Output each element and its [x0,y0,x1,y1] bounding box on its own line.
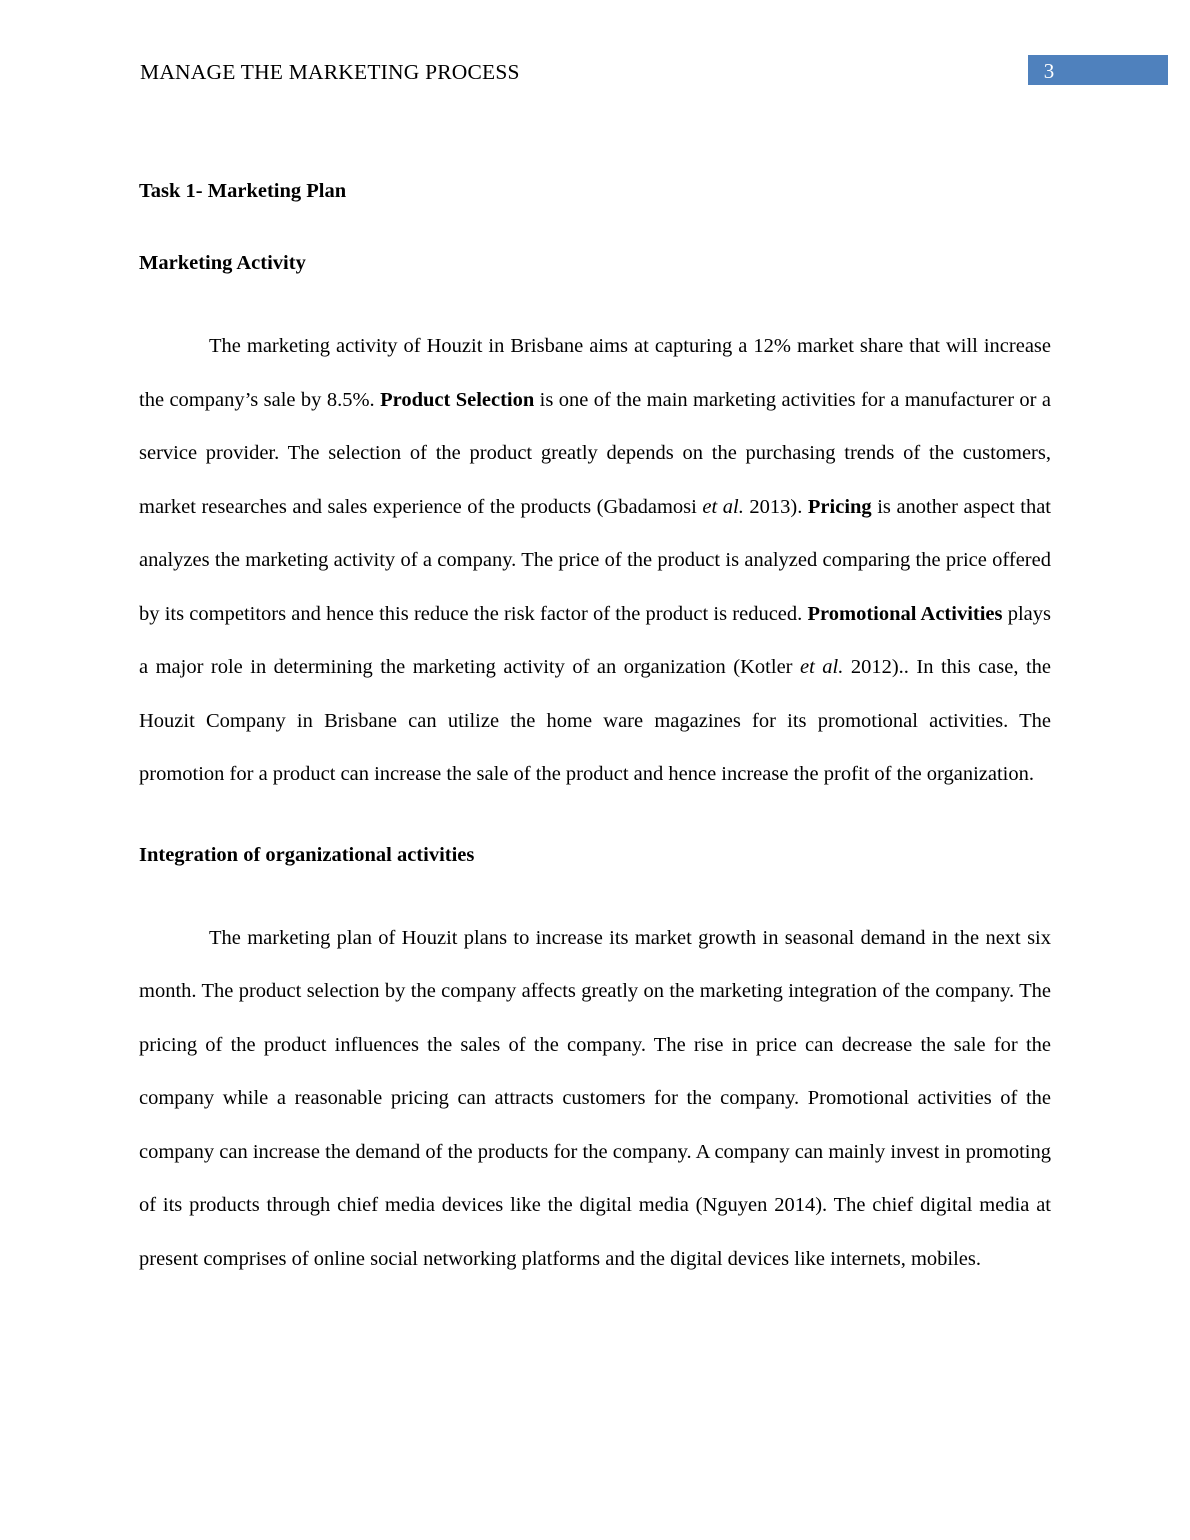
spacer [139,204,1051,250]
paragraph-integration [139,912,1051,1287]
text-run: 2013). [743,495,808,518]
page-header [0,58,1190,98]
emphasis-bold: Pricing [807,495,872,518]
running-head: MANAGE THE MARKETING PROCESS [140,60,520,84]
emphasis-bold: Product Selection [380,388,535,411]
spacer [139,868,1051,912]
emphasis-italic: et al. [799,656,844,678]
text-run: The marketing activity of Houzit in Brisbane aims at capturing a 12% market share that will increase the company’s sale by 8.5%. [139,335,1051,411]
text-run: The marketing plan of Houzit plans to increase its market growth in seasonal demand in the next six month. The product selection by the company affects greatly on the marketing integration of the company. The pricing of the product influences the sales of the company. The rise in price can decrease the sale for the company while a reasonable pricing can attracts customers for the company. Promotional activities of the company can increase the demand of the products for the company. A company can mainly invest in promoting of its products through chief media devices like the digital media (Nguyen 2014). The chief digital media at present comprises of online social networking platforms and the digital devices like internets, mobiles. [139,926,1051,1270]
spacer [139,276,1051,320]
emphasis-bold: Promotional Activities [807,602,1003,625]
emphasis-italic: et al. [702,495,744,518]
task-heading: Task 1- Marketing Plan [139,180,347,202]
text-run: plays a major role in determining the marketing activity of an organization (Kotler [139,602,1051,678]
section-heading-marketing-activity: Marketing Activity [139,252,306,274]
text-run: is one of the main marketing activities for a manufacturer or a service provider. The selection of the product greatly depends on the purchasing trends of the customers, market researches and sales experience of the products (Gbadamosi [139,388,1051,518]
text-run: 2012).. In this case, the Houzit Company in Brisbane can utilize the home ware magazines for its promotional activities. The promotion for a product can increase the sale of the product and hence increase the profit of the organization. [139,656,1051,785]
page-number: 3 [1043,59,1055,83]
spacer [139,802,1051,842]
paragraph-marketing-activity [139,320,1051,802]
text-run: is another aspect that analyzes the marketing activity of a company. The price of the product is analyzed comparing the price offered by its competitors and hence this reduce the risk factor of the product is reduced. [139,495,1051,625]
section-heading-integration: Integration of organizational activities [139,843,475,866]
document-body [139,178,1051,1286]
